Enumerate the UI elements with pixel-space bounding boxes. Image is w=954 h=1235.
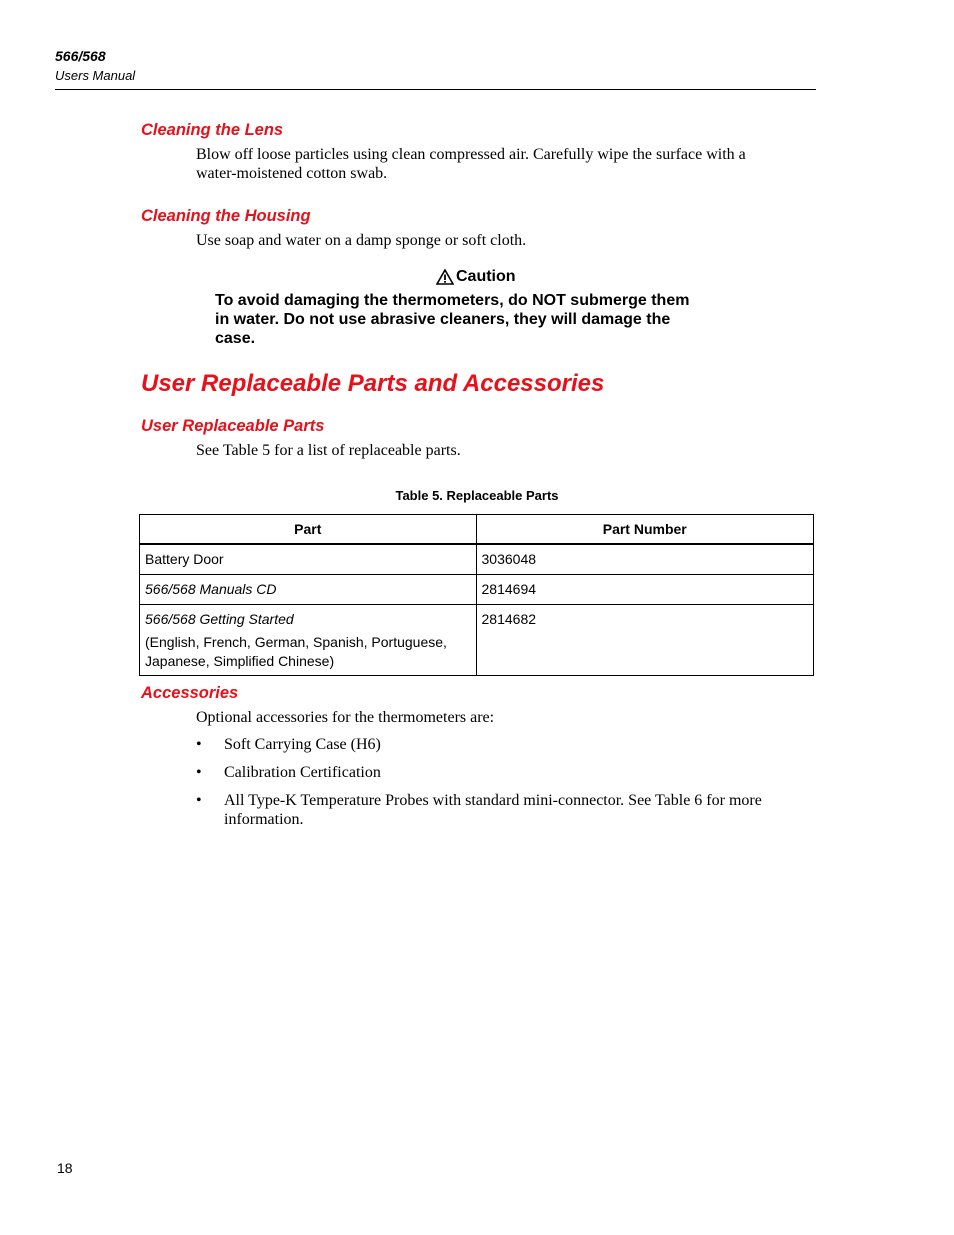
warning-triangle-icon xyxy=(436,269,454,285)
paragraph-cleaning-lens xyxy=(196,145,806,183)
cell-part-title: 566/568 Getting Started xyxy=(145,611,294,627)
heading-replaceable-parts: User Replaceable Parts xyxy=(141,417,325,435)
cell-part xyxy=(140,605,477,676)
list-item xyxy=(196,735,816,754)
cell-part-number: 2814682 xyxy=(476,605,813,676)
bullet-icon: • xyxy=(196,764,202,781)
column-header-part-number: Part Number xyxy=(476,515,813,545)
list-item xyxy=(196,791,816,829)
table-row xyxy=(140,605,814,676)
section-heading: User Replaceable Parts and Accessories xyxy=(141,370,605,397)
paragraph-line: Blow off loose particles using clean compressed air. Carefully wipe the surface with a xyxy=(196,146,746,163)
bullet-icon: • xyxy=(196,736,202,753)
header-subtitle: Users Manual xyxy=(55,68,136,83)
paragraph-accessories-intro: Optional accessories for the thermometers are: xyxy=(196,709,495,726)
cell-part-number: 3036048 xyxy=(476,544,813,575)
header-rule xyxy=(55,89,816,90)
caution-text xyxy=(215,291,735,348)
cell-part-note xyxy=(145,633,471,671)
page-number: 18 xyxy=(57,1160,73,1176)
table-caption: Table 5. Replaceable Parts xyxy=(395,488,559,503)
heading-accessories: Accessories xyxy=(141,684,239,702)
cell-part: Battery Door xyxy=(140,544,477,575)
paragraph-replaceable-parts: See Table 5 for a list of replaceable parts. xyxy=(196,442,461,459)
caution-line: in water. Do not use abrasive cleaners, they will damage the xyxy=(215,311,671,328)
caution-line: To avoid damaging the thermometers, do NOT submerge them xyxy=(215,292,690,309)
accessories-list xyxy=(196,735,816,838)
table-row xyxy=(140,575,814,605)
heading-cleaning-housing: Cleaning the Housing xyxy=(141,207,311,225)
paragraph-cleaning-housing: Use soap and water on a damp sponge or soft cloth. xyxy=(196,232,527,249)
list-item-line: information. xyxy=(224,811,304,828)
table-row xyxy=(140,544,814,575)
list-item xyxy=(196,763,816,782)
list-item-line: All Type-K Temperature Probes with standard mini-connector. See Table 6 for more xyxy=(224,792,762,809)
replaceable-parts-table xyxy=(139,514,814,676)
paragraph-line: water-moistened cotton swab. xyxy=(196,165,388,182)
heading-cleaning-lens: Cleaning the Lens xyxy=(141,121,284,139)
table-header-row xyxy=(140,515,814,545)
cell-part: 566/568 Manuals CD xyxy=(140,575,477,605)
caution-title xyxy=(436,268,516,286)
column-header-part: Part xyxy=(140,515,477,545)
cell-part-note-line: Japanese, Simplified Chinese) xyxy=(145,653,335,669)
caution-line: case. xyxy=(215,330,256,347)
list-item-text: Calibration Certification xyxy=(224,764,381,781)
list-item-text xyxy=(224,791,816,829)
caution-label: Caution xyxy=(456,268,516,285)
list-item-text: Soft Carrying Case (H6) xyxy=(224,736,381,753)
bullet-icon: • xyxy=(196,792,202,809)
header-model: 566/568 xyxy=(55,48,106,64)
cell-part-number: 2814694 xyxy=(476,575,813,605)
cell-part-note-line: (English, French, German, Spanish, Portuguese, xyxy=(145,634,447,650)
